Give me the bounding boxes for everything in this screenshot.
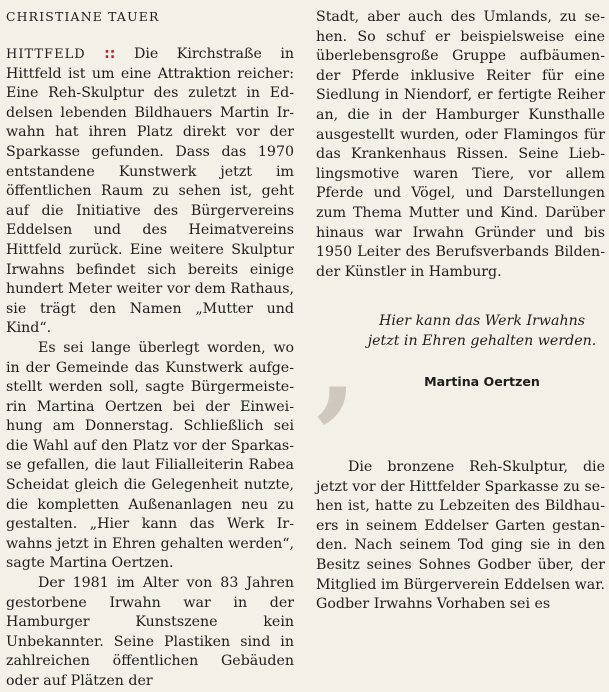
article-column-right-continued [316,458,605,615]
quote-mark-icon: , [316,293,358,434]
pull-quote-attribution: Martina Oertzen [424,374,540,389]
paragraph-text: Die Kirchstraße in Hittfeld ist um eine Attraktion reicher: Eine Reh-Skulptur des zuletzt in Eddelsen lebenden Bildhauers Martin Irwahn hat ihren Platz direkt vor der Sparkasse gefunden. Dass das 1970 entstandene Kunstwerk jetzt im öffentlichen Raum zu sehen ist, geht auf die Initiative des Bürgervereins Eddelsen und des Heimatvereins Hittfeld zurück. Eine weitere Skulptur Irwahns befindet sich bereits einige hundert Meter weiter vor dem Rathaus, sie trägt den Namen „Mutter und Kind“. [6,46,294,337]
paragraph: Der 1981 im Alter von 83 Jahren gestorbene Irwahn war in der Hamburger Kunstszene kein Unbekannter. Seine Plastiken sind in zahlreichen öffentlichen Gebäuden oder auf Plätzen der [6,575,294,689]
pull-quote [316,293,605,452]
paragraph: Die bronzene Reh-Skulptur, die jetzt vor der Hittfelder Sparkasse zu sehen ist, hatte zu Lebzeiten des Bildhauers in seinem Eddelser Garten gestanden. Nach seinem Tod ging sie in den Besitz seines Sohnes Godber über, der Mitglied im Bürgerverein Eddelsen war. Godber Irwahns Vorhaben sei es [316,459,605,613]
dateline-mark: :: [104,46,116,62]
article-column-left [6,8,294,692]
dateline: HITTFELD [6,47,86,62]
article-column-right [316,8,605,282]
paragraph: Es sei lange überlegt worden, wo in der Gemeinde das Kunstwerk aufgestellt werden soll, sagte Bürgermeisterin Martina Oertzen bei der Einweihung am Donnerstag. Schließlich sei die Wahl auf den Platz vor der Sparkasse gefallen, die laut Filialleiterin Rabea Scheidat gleich die Gelegenheit nutzte, die kompletten Außenanlagen neu zu gestalten. „Hier kann das Werk Irwahns jetzt in Ehren gehalten werden“, sagte Martina Oertzen. [6,339,294,572]
pull-quote-text: Hier kann das Werk Irwahns jetzt in Ehren gehalten werden. [367,313,597,349]
paragraph: Stadt, aber auch des Umlands, zu sehen. So schuf er beispielsweise eine überlebensgroße Gruppe aufbäumender Pferde inklusive Reiter für eine Siedlung in Niendorf, er fertigte Reiher an, die in der Hamburger Kunsthalle ausgestellt wurden, oder Flamingos für das Krankenhaus Rissen. Seine Lieblingsmotive waren Tiere, vor allem Pferde und Vögel, und Darstellungen zum Thema Mutter und Kind. Darüber hinaus war Irwahn Gründer und bis 1950 Leiter des Berufsverbands Bildender Künstler in Hamburg. [316,9,605,280]
author-byline: CHRISTIANE TAUER [6,9,160,24]
paragraph [6,45,294,339]
